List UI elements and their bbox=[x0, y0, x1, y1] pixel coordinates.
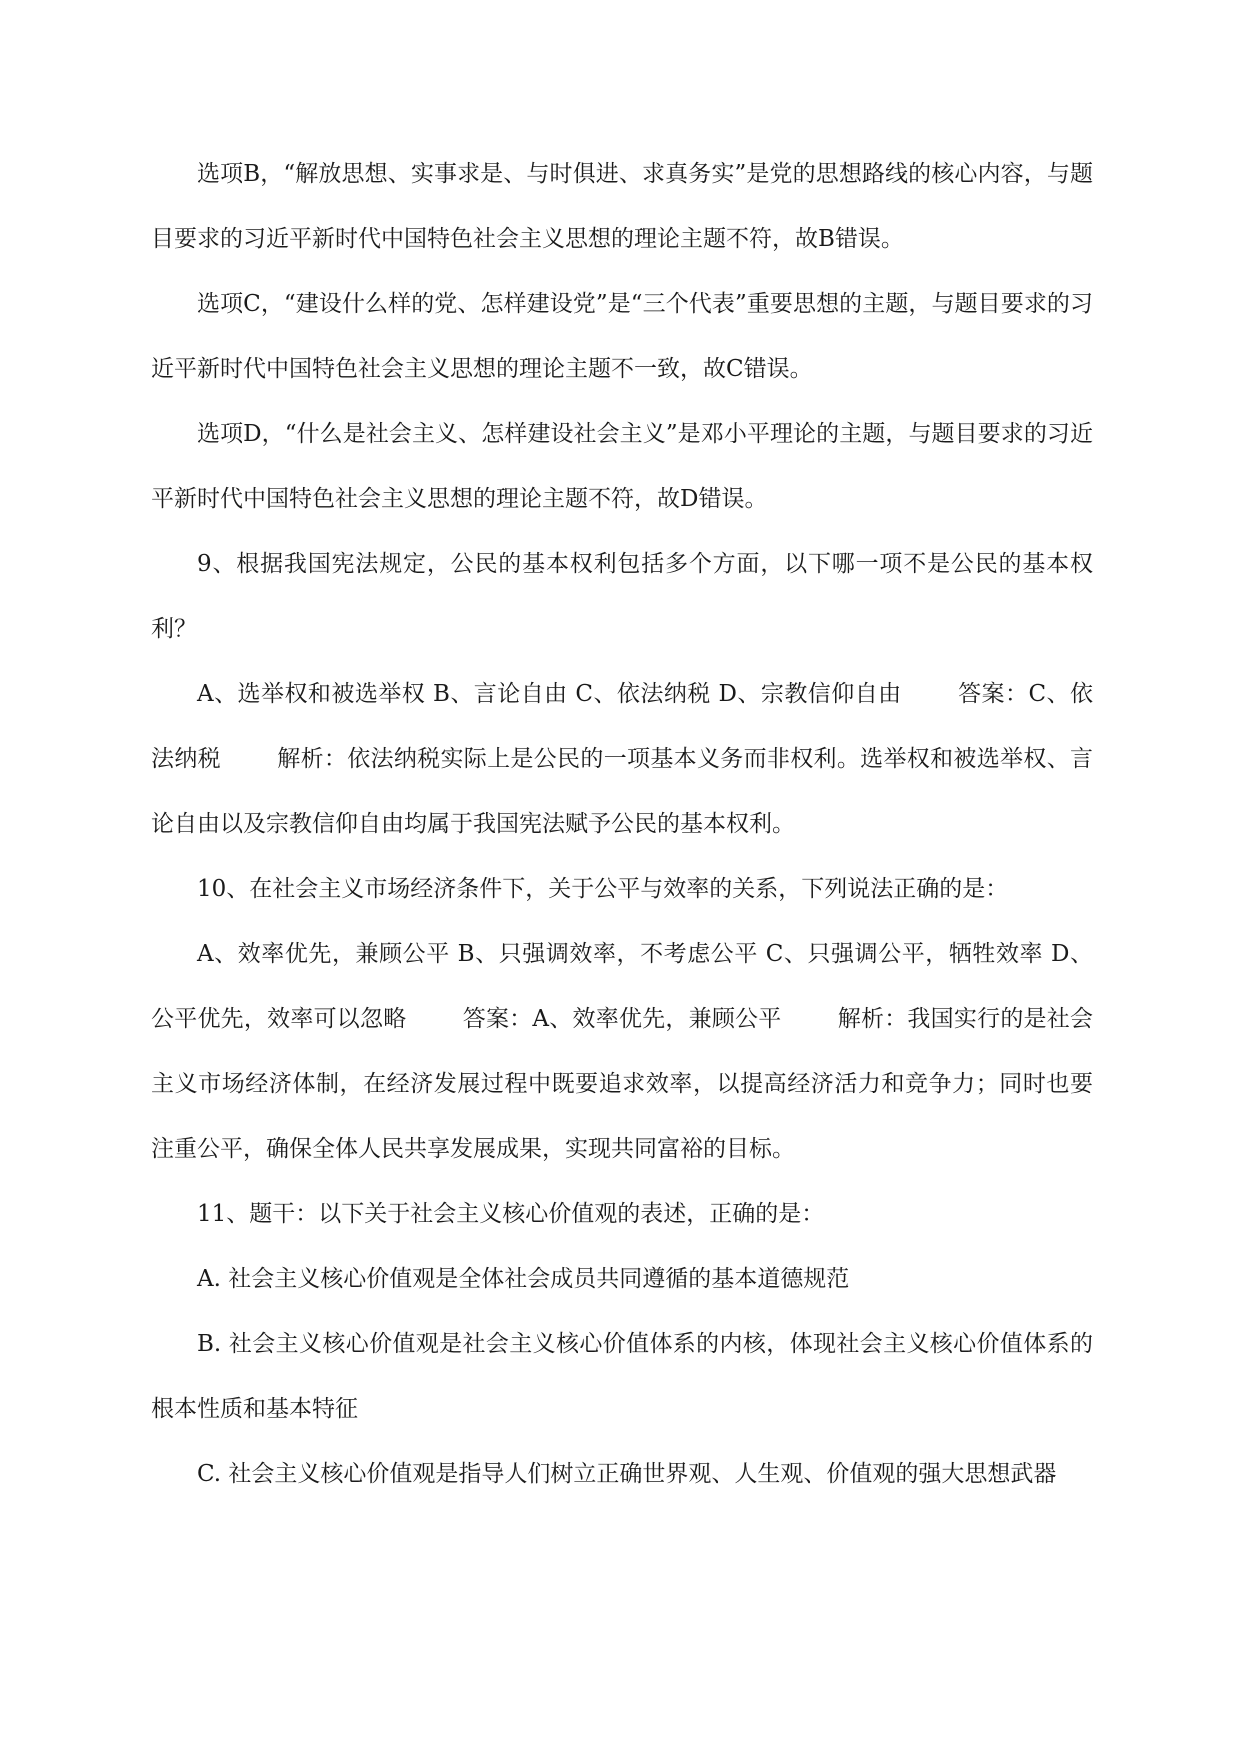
question-9-answer: 答案：C、依法纳税 bbox=[151, 681, 1093, 772]
question-11-option-a: A. 社会主义核心价值观是全体社会成员共同遵循的基本道德规范 bbox=[197, 1266, 850, 1292]
question-9-analysis: 解析：依法纳税实际上是公民的一项基本义务而非权利。选举权和被选举权、言论自由以及宗教信仰自由均属于我国宪法赋予公民的基本权利。 bbox=[151, 746, 1094, 837]
question-9-options-answer bbox=[151, 662, 1093, 857]
question-10-options: A、效率优先，兼顾公平 B、只强调效率，不考虑公平 C、只强调公平，牺牲效率 D、公平优先，效率可以忽略 bbox=[151, 941, 1093, 1032]
question-9-options: A、选举权和被选举权 B、言论自由 C、依法纳税 D、宗教信仰自由 bbox=[197, 681, 902, 707]
question-11-stem: 11、题干：以下关于社会主义核心价值观的表述，正确的是： bbox=[197, 1201, 825, 1227]
question-10-analysis: 解析：我国实行的是社会主义市场经济体制，在经济发展过程中既要追求效率，以提高经济活力和竞争力；同时也要注重公平，确保全体人民共享发展成果，实现共同富裕的目标。 bbox=[151, 1006, 1094, 1162]
question-10-answer: 答案：A、效率优先，兼顾公平 bbox=[462, 1006, 782, 1032]
paragraph-option-c-explanation: 选项C，“建设什么样的党、怎样建设党”是“三个代表”重要思想的主题，与题目要求的习近平新时代中国特色社会主义思想的理论主题不一致，故C错误。 bbox=[151, 291, 1093, 382]
question-9-stem: 9、根据我国宪法规定，公民的基本权利包括多个方面，以下哪一项不是公民的基本权利？ bbox=[151, 551, 1093, 642]
paragraph-option-d-explanation: 选项D，“什么是社会主义、怎样建设社会主义”是邓小平理论的主题，与题目要求的习近平新时代中国特色社会主义思想的理论主题不符，故D错误。 bbox=[151, 421, 1093, 512]
question-11-option-b: B. 社会主义核心价值观是社会主义核心价值体系的内核，体现社会主义核心价值体系的根本性质和基本特征 bbox=[151, 1331, 1093, 1422]
question-10-options-answer bbox=[151, 922, 1093, 1182]
document-body bbox=[151, 142, 1093, 1507]
question-10-stem: 10、在社会主义市场经济条件下，关于公平与效率的关系，下列说法正确的是： bbox=[197, 876, 1009, 902]
question-11-option-c: C. 社会主义核心价值观是指导人们树立正确世界观、人生观、价值观的强大思想武器 bbox=[197, 1461, 1057, 1487]
paragraph-option-b-explanation: 选项B，“解放思想、实事求是、与时俱进、求真务实”是党的思想路线的核心内容，与题目要求的习近平新时代中国特色社会主义思想的理论主题不符，故B错误。 bbox=[151, 161, 1093, 252]
